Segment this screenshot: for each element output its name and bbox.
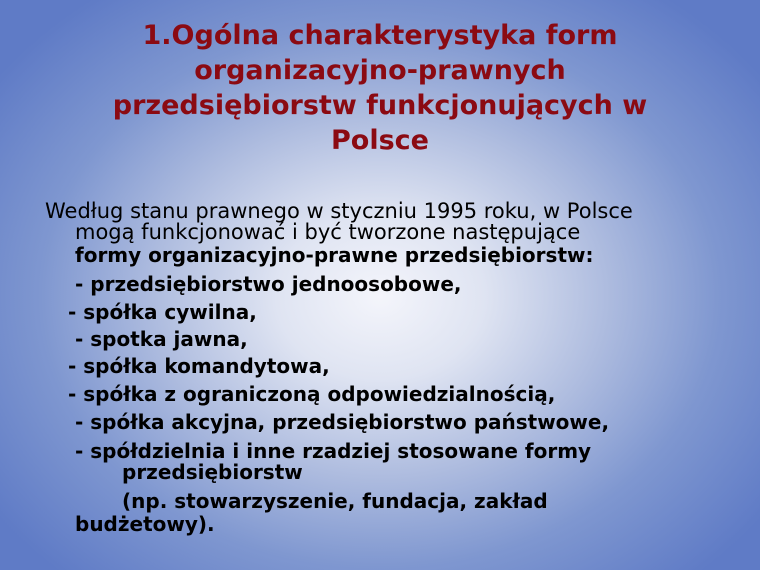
list-item: - spółka z ograniczoną odpowiedzialnością, — [68, 382, 556, 406]
list-item-note: (np. stowarzyszenie, fundacja, zakład — [122, 489, 548, 513]
title-line: organizacyjno-prawnych — [194, 55, 566, 86]
list-item: - spółka komandytowa, — [68, 354, 330, 378]
list-item: - spółka akcyjna, przedsiębiorstwo państwowe, — [75, 410, 610, 434]
title-line: Polsce — [331, 125, 429, 156]
intro-line: mogą funkcjonować i być tworzone następujące — [75, 220, 581, 244]
intro-line: Według stanu prawnego w styczniu 1995 roku, w Polsce — [45, 199, 633, 223]
list-item: - spółka cywilna, — [68, 300, 257, 324]
list-item: - spotka jawna, — [75, 327, 248, 351]
intro-bold-line: formy organizacyjno-prawne przedsiębiorstw: — [75, 243, 594, 267]
list-item: - przedsiębiorstwo jednoosobowe, — [75, 272, 462, 296]
title-line: przedsiębiorstw funkcjonujących w — [112, 90, 648, 121]
list-item-note: budżetowy). — [75, 512, 215, 536]
title-line: 1.Ogólna charakterystyka form — [142, 20, 618, 51]
list-item: - spółdzielnia i inne rzadziej stosowane formy — [75, 439, 592, 463]
list-item-continuation: przedsiębiorstw — [122, 460, 303, 484]
